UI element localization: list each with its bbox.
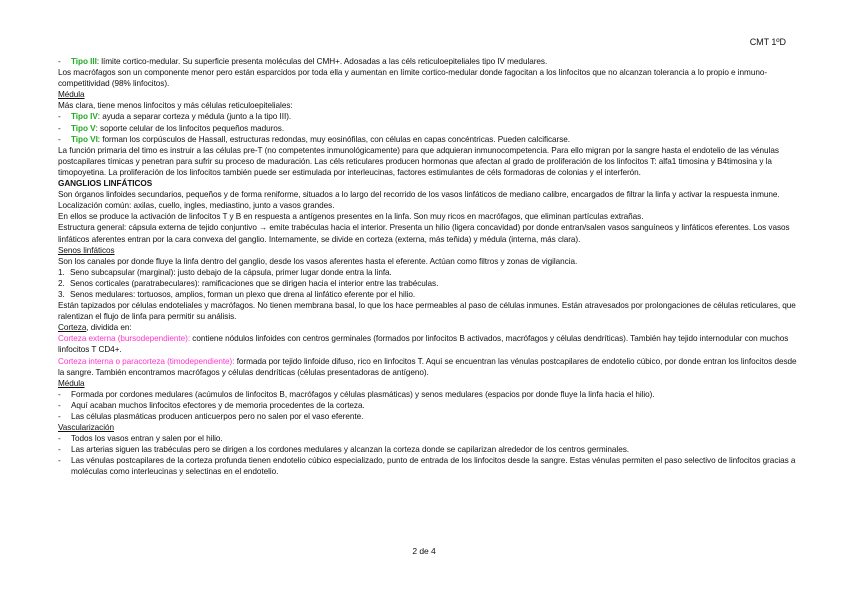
text-corteza-externa: contiene nódulos linfoides con centros germinales (formados por linfocitos B activados, macrófagos y células dendríticas). También hay tejido internodular con muchos linfocitos T CD4+. — [58, 334, 789, 355]
list-text: Senos corticales (paratrabeculares): ramificaciones que se dirigen hacia el interior entre las trabéculas. — [70, 278, 439, 288]
term-tipo-vi: Tipo VI — [71, 134, 98, 144]
dash-bullet: - — [58, 389, 61, 399]
list-text: Las células plasmáticas producen anticuerpos pero no salen por el vaso eferente. — [71, 412, 364, 421]
heading-corteza-line — [58, 322, 802, 333]
term-corteza-externa: Corteza externa (bursodependiente): — [58, 334, 191, 344]
list-text: Formada por cordones medulares (acúmulos de linfocitos B, macrófagos y células plasmáticas) y senos medulares (espacios por donde fluye la linfa hacia el hilio). — [71, 389, 655, 399]
paragraph-funcion-timo: La función primaria del timo es instruir a las células pre-T (no competentes inmunológicamente) para que adquieran inmunocompetencia. Para ello migran por la sangre hasta el endotelio de las vénulas postcapilares tímicas y penetran para sufrir su proceso de maduración. Las céls reticulares producen hormonas que afectan al grado de proliferación de los linfocitos T: alfa1 timosina y B4timosina y la timopoyetina. La proliferación de los linfocitos también puede ser estimulada por interleucinas, factores estimulantes de céls formadoras de colonias y el interferón. — [58, 145, 779, 177]
dash-bullet: - — [58, 412, 61, 421]
heading-vascularizacion: Vascularización — [58, 423, 114, 433]
dash-bullet: - — [58, 112, 61, 122]
list-item-vasc-2 — [58, 444, 802, 455]
page-number: 2 de 4 — [412, 546, 436, 556]
page-header: CMT 1ºD — [749, 37, 786, 47]
list-text: Las arterias siguen las trabéculas pero se dirigen a los cordones medulares y alcanzan la corteza donde se capilarizan alrededor de los centros germinales. — [71, 445, 629, 455]
text-tipo-iv: : ayuda a separar corteza y médula (junto a la tipo III). — [97, 112, 292, 122]
dash-bullet: - — [58, 134, 61, 144]
paragraph-corteza-interna — [58, 356, 802, 378]
paragraph-senos-intro: Son los canales por donde fluye la linfa dentro del ganglio, desde los vasos aferentes hasta el eferente. Actúan como filtros y zonas de vigilancia. — [58, 256, 578, 266]
term-tipo-v: Tipo V — [71, 123, 96, 133]
paragraph-localizacion: Localización común: axilas, cuello, ingles, mediastino, junto a vasos grandes. — [58, 201, 335, 211]
list-item-tipo-iv — [58, 111, 802, 122]
list-item-vasc-3 — [58, 455, 802, 477]
heading-medula-ganglio: Médula — [58, 378, 85, 388]
term-corteza-interna: Corteza interna o paracorteza (timodependiente): — [58, 356, 235, 366]
list-item-medula-3 — [58, 411, 802, 422]
text-tipo-v: : soporte celular de los linfocitos pequeños maduros. — [95, 123, 285, 133]
list-text: Senos medulares: tortuosos, amplios, forman un plexo que drena al linfático eferente por el hilio. — [70, 289, 416, 299]
paragraph-estructura: Estructura general: cápsula externa de tejido conjuntivo → emite trabéculas hacia el interior. Presenta un hilio (ligera concavidad) por donde entran/salen vasos sanguíneos y linfáticos eferentes. Los vasos linfáticos aferentes entran por la cara convexa del ganglio. Internamente, se divide en corteza (externa, más teñida) y médula (interna, más clara). — [58, 223, 790, 244]
list-item-seno-2 — [58, 278, 802, 289]
list-item-medula-2 — [58, 400, 802, 411]
dash-bullet: - — [58, 57, 61, 66]
heading-senos: Senos linfáticos — [58, 245, 115, 255]
list-item-medula-1 — [58, 389, 802, 400]
list-item-seno-3 — [58, 289, 802, 300]
list-item-tipo-v — [58, 123, 802, 134]
list-item-tipo-vi — [58, 134, 802, 145]
term-tipo-iv: Tipo IV — [71, 112, 98, 122]
paragraph-ganglios-intro: Son órganos linfoides secundarios, pequeños y de forma reniforme, situados a lo largo del recorrido de los vasos linfáticos de mediano calibre, encargados de filtrar la linfa y activar la respuesta inmune. — [58, 190, 780, 200]
dash-bullet: - — [58, 123, 61, 133]
paragraph-medula-intro: Más clara, tiene menos linfocitos y más células reticuloepiteliales: — [58, 101, 293, 111]
paragraph-corteza-externa — [58, 333, 802, 355]
list-number: 2. — [58, 278, 65, 288]
text-tipo-iii: : límite cortico-medular. Su superficie presenta moléculas del CMH+. Adosadas a las céls reticuloepiteliales tipo IV medulares. — [96, 57, 548, 66]
list-text: Las vénulas postcapilares de la corteza profunda tienen endotelio cúbico especializado, punto de entrada de los linfocitos desde la sangre. Estas vénulas permiten el paso selectivo de linfocitos gracias a moléculas como interleucinas y selectinas en el endotelio. — [71, 456, 796, 477]
list-text: Todos los vasos entran y salen por el hilio. — [71, 434, 223, 444]
heading-corteza: Corteza — [58, 323, 87, 333]
text-corteza-interna: formada por tejido linfoide difuso, rico en linfocitos T. Aquí se encuentran las vénulas postcapilares de endotelio cúbico, por donde entran los linfocitos desde la sangre. También encontramos macrófagos y células dendríticas (células presentadoras de antígeno). — [58, 356, 797, 377]
dash-bullet: - — [58, 434, 61, 444]
list-text: Seno subcapsular (marginal): justo debajo de la cápsula, primer lugar donde entra la linfa. — [70, 267, 392, 277]
dash-bullet: - — [58, 400, 61, 410]
heading-medula-timo: Médula — [58, 90, 85, 100]
list-number: 1. — [58, 267, 65, 277]
list-number: 3. — [58, 289, 65, 299]
dash-bullet: - — [58, 445, 61, 455]
paragraph-macrofagos: Los macrófagos son un componente menor pero están esparcidos por toda ella y aumentan en límite cortico-medular donde fagocitan a los linfocitos que no alcanzan tolerancia a lo propio e inmuno-competitividad (98% linfocitos). — [58, 68, 768, 89]
dash-bullet: - — [58, 456, 61, 466]
list-item-vasc-1 — [58, 433, 802, 444]
paragraph-activacion: En ellos se produce la activación de linfocitos T y B en respuesta a antígenos presentes en la linfa. Son muy ricos en macrófagos, que eliminan partículas extrañas. — [58, 212, 644, 222]
text-tipo-vi: : forman los corpúsculos de Hassall, estructuras redondas, muy eosinófilas, con células en capas concéntricas. Pueden calcificarse. — [97, 134, 571, 144]
term-tipo-iii: Tipo III — [71, 57, 97, 66]
section-heading-ganglios: GANGLIOS LINFÁTICOS — [58, 179, 153, 189]
list-item-tipo-iii — [58, 56, 802, 67]
list-item-seno-1 — [58, 267, 802, 278]
paragraph-senos-tapizados: Están tapizados por células endoteliales y macrófagos. No tienen membrana basal, lo que los hace permeables al paso de células inmunes. Están atravesados por prolongaciones de células reticulares, que ralentizan el flujo de linfa para permitir su análisis. — [58, 301, 796, 322]
heading-corteza-suffix: , dividida en: — [86, 323, 132, 333]
list-text: Aquí acaban muchos linfocitos efectores y de memoria procedentes de la corteza. — [71, 400, 365, 410]
